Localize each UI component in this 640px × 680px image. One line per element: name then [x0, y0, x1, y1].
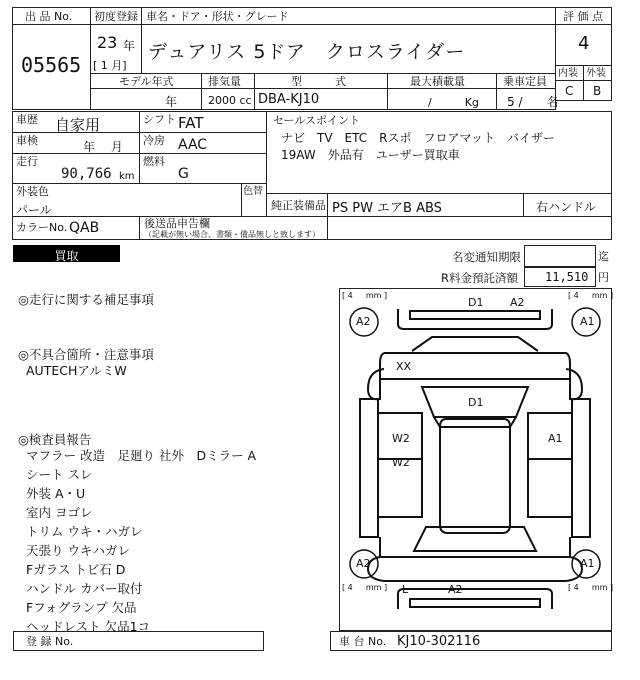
score-value: 4 — [578, 33, 590, 54]
max-load-label-cell — [387, 73, 497, 89]
ac-cell — [139, 132, 267, 154]
buy-badge — [13, 245, 120, 262]
ext-color-label: 外装色 — [16, 185, 49, 198]
steering-cell — [523, 193, 612, 217]
ac-value: AAC — [178, 137, 208, 153]
report-value-cell — [327, 216, 612, 240]
shift-value: FAT — [178, 114, 204, 132]
report-cell — [139, 216, 328, 240]
front-bumper-mark-1: D1 — [468, 296, 484, 309]
recycle-cell — [524, 267, 596, 287]
model-label-cell — [254, 73, 388, 89]
car-name-cell — [141, 24, 556, 74]
inspector-report-line: トリム ウキ・ハガレ — [26, 524, 143, 539]
defects-title: ◎不具合箇所・注意事項 — [18, 347, 154, 362]
wheel-rr-mark: A1 — [580, 557, 595, 570]
first-reg-cell — [90, 24, 142, 74]
mileage-label: 走行 — [16, 155, 38, 168]
ext-color-value: パール — [16, 203, 52, 217]
vehicle-diagram — [339, 288, 612, 631]
steering-value: 右ハンドル — [536, 200, 597, 214]
model-label: 型 式 — [291, 75, 346, 88]
model-year-label-cell — [90, 73, 202, 89]
inspector-report-line: 室内 ヨゴレ — [26, 505, 93, 520]
displacement-cell — [201, 88, 255, 110]
name-change-cell — [524, 245, 596, 267]
equipment-label-cell — [266, 193, 328, 217]
history-value: 自家用 — [55, 116, 101, 134]
defects-line: AUTECHアルミW — [26, 363, 127, 378]
score-label: 評 価 点 — [563, 10, 603, 23]
interior-grade-cell — [555, 80, 584, 101]
color-no-cell — [12, 216, 140, 240]
inspection-value: 年 月 — [83, 140, 123, 154]
mileage-value: 90,766 — [61, 166, 112, 182]
inspection-label: 車検 — [16, 134, 38, 147]
max-load-cell — [387, 88, 497, 110]
shift-cell — [139, 111, 267, 133]
sales-points-line-1: ナビ TV ETC Rスポ フロアマット バイザー — [281, 131, 555, 145]
exterior-label: 外装 — [586, 68, 606, 79]
interior-label: 内装 — [558, 68, 578, 79]
model-year-cell — [90, 88, 202, 110]
displacement-label: 排気量 — [208, 75, 241, 88]
fuel-cell — [139, 153, 267, 184]
tire-depth-rr: [ 4 mm ] — [568, 583, 614, 592]
recycle-value: 11,510 — [545, 270, 589, 284]
front-bumper-mark-2: A2 — [510, 296, 525, 309]
reg-no-label: 登 録 No. — [26, 635, 74, 648]
equipment-cell — [327, 193, 524, 217]
displacement-label-cell — [201, 73, 255, 89]
left-door-rear-mark: W2 — [392, 456, 410, 469]
rear-bumper-mark-2: A2 — [448, 583, 463, 596]
rear-bumper-mark-1: L — [402, 583, 409, 596]
capacity-value: 5 / 名 — [507, 95, 559, 109]
lot-no-label: 出 品 No. — [25, 10, 73, 23]
sales-points-line-2: 19AW 外品有 ユーザー買取車 — [281, 148, 460, 162]
interior-label-cell — [555, 65, 584, 81]
model-year-label: モデル年式 — [119, 75, 174, 88]
fender-mark: XX — [396, 360, 412, 373]
sales-points-cell — [266, 111, 612, 194]
inspector-report-line: 外装 A・U — [26, 486, 86, 501]
car-name-label: 車名・ドア・形状・グレード — [146, 10, 289, 23]
color-change-cell — [241, 183, 267, 217]
chassis-cell — [330, 631, 612, 651]
left-door-front-mark: W2 — [392, 432, 410, 445]
mileage-cell — [12, 153, 140, 184]
fuel-label: 燃料 — [143, 155, 165, 168]
model-cell — [254, 88, 388, 110]
hood-mark: D1 — [468, 396, 484, 409]
wheel-fl-mark: A2 — [356, 315, 371, 328]
name-change-label: 名変通知期限 — [452, 250, 521, 264]
inspector-title: ◎検査員報告 — [18, 432, 92, 447]
first-reg-year-unit: 年 — [123, 39, 136, 53]
report-note: （記載が無い場合、書類・備品無しと致します） — [144, 230, 320, 239]
exterior-label-cell — [583, 65, 612, 81]
capacity-label: 乗車定員 — [503, 75, 547, 88]
score-cell — [555, 24, 612, 66]
name-change-unit: 迄 — [598, 250, 609, 263]
first-reg-label: 初度登録 — [94, 10, 138, 23]
first-reg-label-cell — [90, 7, 142, 25]
right-door-mark: A1 — [548, 432, 563, 445]
inspector-report-line: ヘッドレスト 欠品1コ — [26, 619, 151, 634]
sales-points-label: セールスポイント — [273, 114, 361, 127]
report-label: 後送品申告欄 — [144, 217, 210, 230]
score-label-cell — [555, 7, 612, 25]
driving-notes-title: ◎走行に関する補足事項 — [18, 292, 154, 307]
max-load-label: 最大積載量 — [410, 75, 465, 88]
inspector-report-line: ハンドル カバー取付 — [26, 581, 143, 596]
inspector-report-line: Fガラス トビ石 D — [26, 562, 126, 577]
reg-no-cell — [13, 631, 264, 651]
color-no-label: カラーNo. — [16, 221, 68, 234]
color-change-label: 色替 — [243, 186, 263, 197]
wheel-rl-mark: A2 — [356, 557, 371, 570]
color-no-value: QAB — [69, 220, 100, 236]
ac-label: 冷房 — [143, 134, 165, 147]
recycle-label: R料金預託済額 — [441, 271, 518, 285]
inspector-report-line: シート スレ — [26, 467, 93, 482]
buy-badge-text: 買取 — [54, 249, 79, 263]
history-label: 車歴 — [16, 113, 38, 126]
lot-no-cell — [12, 24, 91, 110]
ext-color-cell — [12, 183, 242, 217]
history-cell — [12, 111, 140, 133]
car-outline — [340, 289, 614, 630]
lot-no-label-cell — [12, 7, 91, 25]
capacity-cell — [496, 88, 559, 110]
capacity-label-cell — [496, 73, 556, 89]
first-reg-year: 23 — [97, 33, 118, 52]
car-name-label-cell — [141, 7, 556, 25]
car-name: デュアリス 5ドア クロスライダー — [148, 41, 466, 63]
tire-depth-fl: [ 4 mm ] — [342, 291, 388, 300]
tire-depth-fr: [ 4 mm ] — [568, 291, 614, 300]
equipment-label: 純正装備品 — [271, 199, 326, 212]
wheel-fr-mark: A1 — [580, 315, 595, 328]
model-value: DBA-KJ10 — [258, 92, 320, 107]
inspector-report-list — [26, 446, 256, 636]
inspector-report-line: マフラー 改造 足廻り 社外 Dミラー A — [26, 448, 257, 463]
displacement-value: 2000 cc — [208, 94, 252, 107]
first-reg-month: [ 1 月] — [93, 59, 127, 72]
lot-number: 05565 — [21, 53, 82, 77]
inspector-report-line: Fフォグランプ 欠品 — [26, 600, 137, 615]
inspector-report-line: 天張り ウキハガレ — [26, 543, 130, 558]
tire-depth-rl: [ 4 mm ] — [342, 583, 388, 592]
mileage-unit: km — [119, 171, 135, 182]
shift-label: シフト — [143, 113, 176, 126]
exterior-grade-cell — [583, 80, 612, 101]
fuel-value: G — [178, 166, 189, 182]
inspection-cell — [12, 132, 140, 154]
equipment-value: PS PW エアB ABS — [332, 201, 442, 216]
chassis-label: 車 台 No. — [339, 635, 387, 648]
max-load-value: / Kg — [428, 96, 479, 109]
model-year-unit: 年 — [165, 95, 178, 109]
exterior-grade: B — [593, 84, 602, 98]
recycle-unit: 円 — [598, 271, 609, 284]
interior-grade: C — [565, 84, 574, 98]
chassis-number: KJ10-302116 — [397, 634, 481, 649]
